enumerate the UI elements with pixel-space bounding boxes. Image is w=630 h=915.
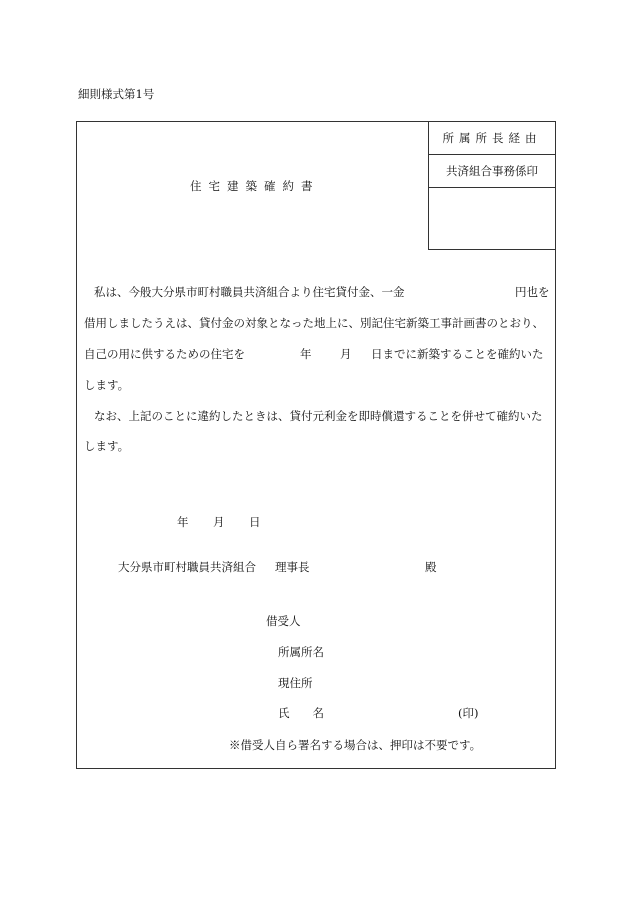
borrower-heading: 借受人	[266, 614, 301, 628]
body-line-4: します。	[84, 378, 130, 392]
borrower-address-label: 現住所	[278, 676, 313, 690]
document-title: 住宅建築確約書	[190, 179, 320, 193]
body-line-1a: 私は、今般大分県市町村職員共済組合より住宅貸付金、一金	[94, 285, 405, 299]
body-line-3-month: 月	[340, 347, 352, 361]
body-line-3b: 日までに新築することを確約いた	[371, 347, 544, 361]
seal-mark: (印)	[458, 706, 479, 720]
body-line-1b: 円也を	[515, 285, 550, 299]
signature-note: ※借受人自ら署名する場合は、押印は不要です。	[229, 738, 482, 752]
date-day: 日	[249, 515, 261, 529]
body-line-5: なお、上記のことに違約したときは、貸付元利金を即時償還することを併せて確約いた	[94, 409, 543, 423]
form-number-label: 細則様式第1号	[78, 87, 155, 101]
addressee-role: 理事長	[275, 560, 310, 574]
seal-area	[429, 188, 555, 251]
route-label: 所属所長経由	[429, 122, 555, 155]
addressee-honorific: 殿	[425, 560, 437, 574]
borrower-affiliation-label: 所属所名	[278, 645, 324, 659]
date-month: 月	[213, 515, 225, 529]
addressee-org: 大分県市町村職員共済組合	[118, 560, 256, 574]
borrower-name-label: 氏 名	[278, 706, 324, 720]
body-line-3-year: 年	[300, 347, 312, 361]
body-line-6: します。	[84, 439, 130, 453]
date-year: 年	[177, 515, 189, 529]
body-line-3a: 自己の用に供するための住宅を	[84, 347, 245, 361]
body-line-2: 借用しましたうえは、貸付金の対象となった地上に、別記住宅新築工事計画書のとおり、	[84, 316, 544, 330]
stamp-box	[428, 121, 556, 250]
seal-label: 共済組合事務係印	[429, 155, 555, 188]
